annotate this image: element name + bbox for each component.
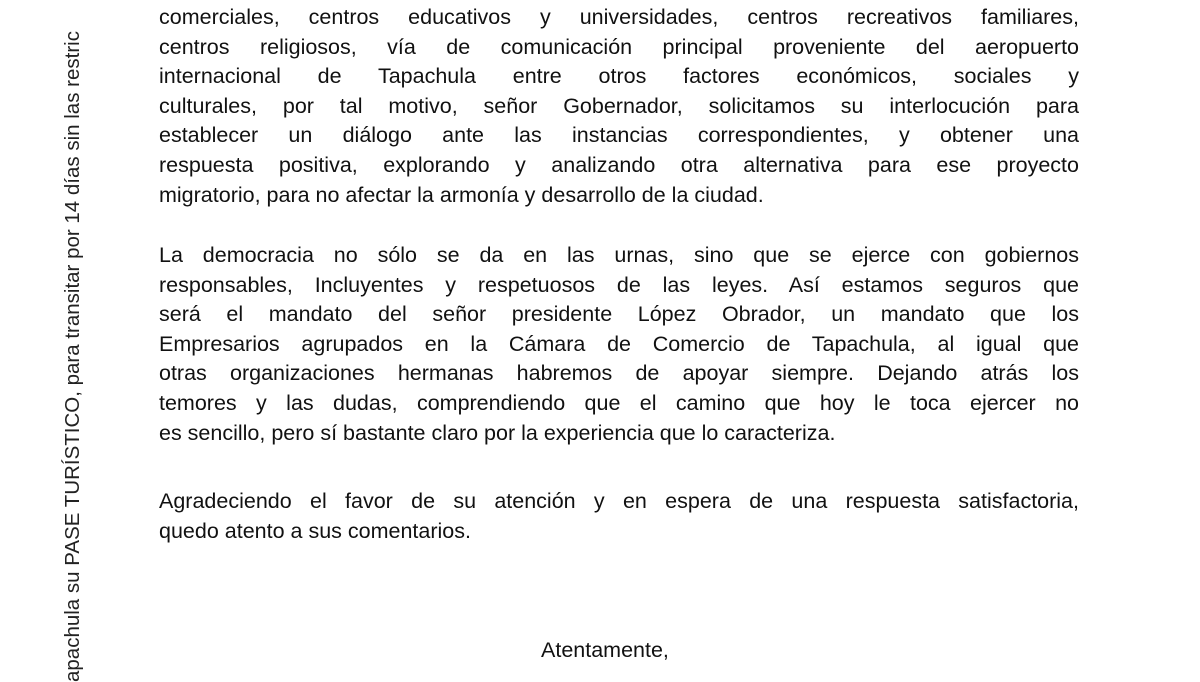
text-line: centros religiosos, vía de comunicación principal proveniente del aeropuerto (159, 34, 1079, 59)
rotated-margin-text: apachula su PASE TURÍSTICO, para transitar por 14 días sin las restric (61, 31, 84, 682)
text-line: es sencillo, pero sí bastante claro por la experiencia que lo caracteriza. (159, 420, 836, 445)
text-line: Agradeciendo el favor de su atención y en espera de una respuesta satisfactoria, (159, 489, 1079, 513)
text-line: otras organizaciones hermanas habremos de apoyar siempre. Dejando atrás los (159, 361, 1079, 386)
text-line: culturales, por tal motivo, señor Gobernador, solicitamos su interlocución para (159, 93, 1079, 118)
text-line: temores y las dudas, comprendiendo que el camino que hoy le toca ejercer no (159, 390, 1079, 415)
paragraph-1 (159, 3, 1079, 210)
text-line: internacional de Tapachula entre otros factores económicos, sociales y (159, 64, 1079, 89)
text-line: respuesta positiva, explorando y analizando otra alternativa para ese proyecto (159, 152, 1079, 177)
paragraph-3 (159, 487, 1079, 546)
text-line: comerciales, centros educativos y universidades, centros recreativos familiares, (159, 5, 1079, 29)
closing-salutation: Atentamente, (541, 638, 669, 662)
text-line: quedo atento a sus comentarios. (159, 518, 471, 543)
text-line: La democracia no sólo se da en las urnas, sino que se ejerce con gobiernos (159, 243, 1079, 267)
text-line: establecer un diálogo ante las instancias correspondientes, y obtener una (159, 123, 1079, 148)
text-line: Empresarios agrupados en la Cámara de Comercio de Tapachula, al igual que (159, 331, 1079, 356)
text-line: será el mandato del señor presidente López Obrador, un mandato que los (159, 302, 1079, 327)
text-line: migratorio, para no afectar la armonía y desarrollo de la ciudad. (159, 182, 764, 207)
text-line: responsables, Incluyentes y respetuosos de las leyes. Así estamos seguros que (159, 272, 1079, 297)
paragraph-2 (159, 241, 1079, 448)
